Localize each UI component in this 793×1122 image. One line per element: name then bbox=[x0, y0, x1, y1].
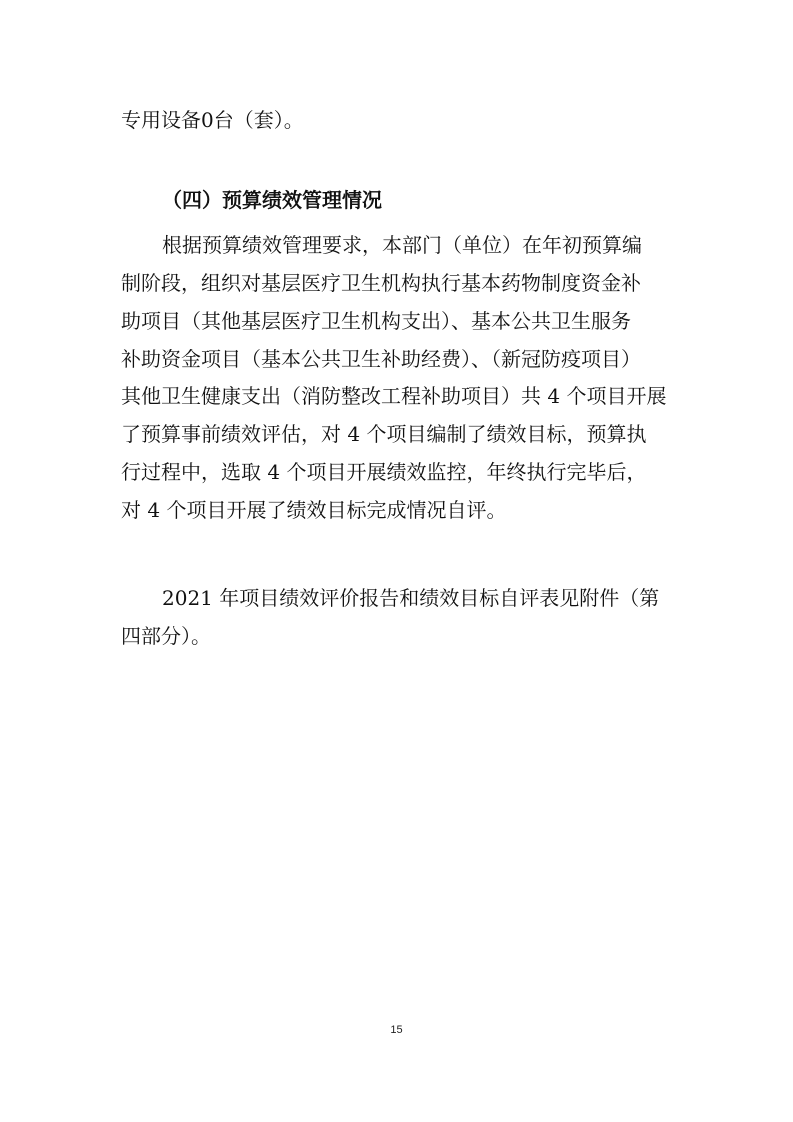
paragraph-line: 行过程中，选取 4 个项目开展绩效监控，年终执行完毕后， bbox=[121, 460, 647, 484]
paragraph-line: 补助资金项目（基本公共卫生补助经费）、（新冠防疫项目） bbox=[121, 347, 641, 371]
page-number: 15 bbox=[390, 1024, 403, 1036]
paragraph-line: 对 4 个项目开展了绩效目标完成情况自评。 bbox=[121, 498, 507, 522]
paragraph-line: 了预算事前绩效评估，对 4 个项目编制了绩效目标，预算执 bbox=[121, 422, 647, 446]
section-heading: （四）预算绩效管理情况 bbox=[162, 188, 382, 212]
paragraph-line: 四部分）。 bbox=[121, 624, 211, 648]
paragraph-line: 根据预算绩效管理要求，本部门（单位）在年初预算编 bbox=[162, 233, 642, 257]
paragraph-line: 助项目（其他基层医疗卫生机构支出）、基本公共卫生服务 bbox=[121, 309, 631, 333]
paragraph-continuation: 专用设备0台（套）。 bbox=[121, 108, 304, 132]
paragraph-line: 制阶段，组织对基层医疗卫生机构执行基本药物制度资金补 bbox=[121, 271, 641, 295]
paragraph-line: 2021 年项目绩效评价报告和绩效目标自评表见附件（第 bbox=[162, 586, 660, 610]
paragraph-line: 其他卫生健康支出（消防整改工程补助项目）共 4 个项目开展 bbox=[121, 384, 667, 408]
